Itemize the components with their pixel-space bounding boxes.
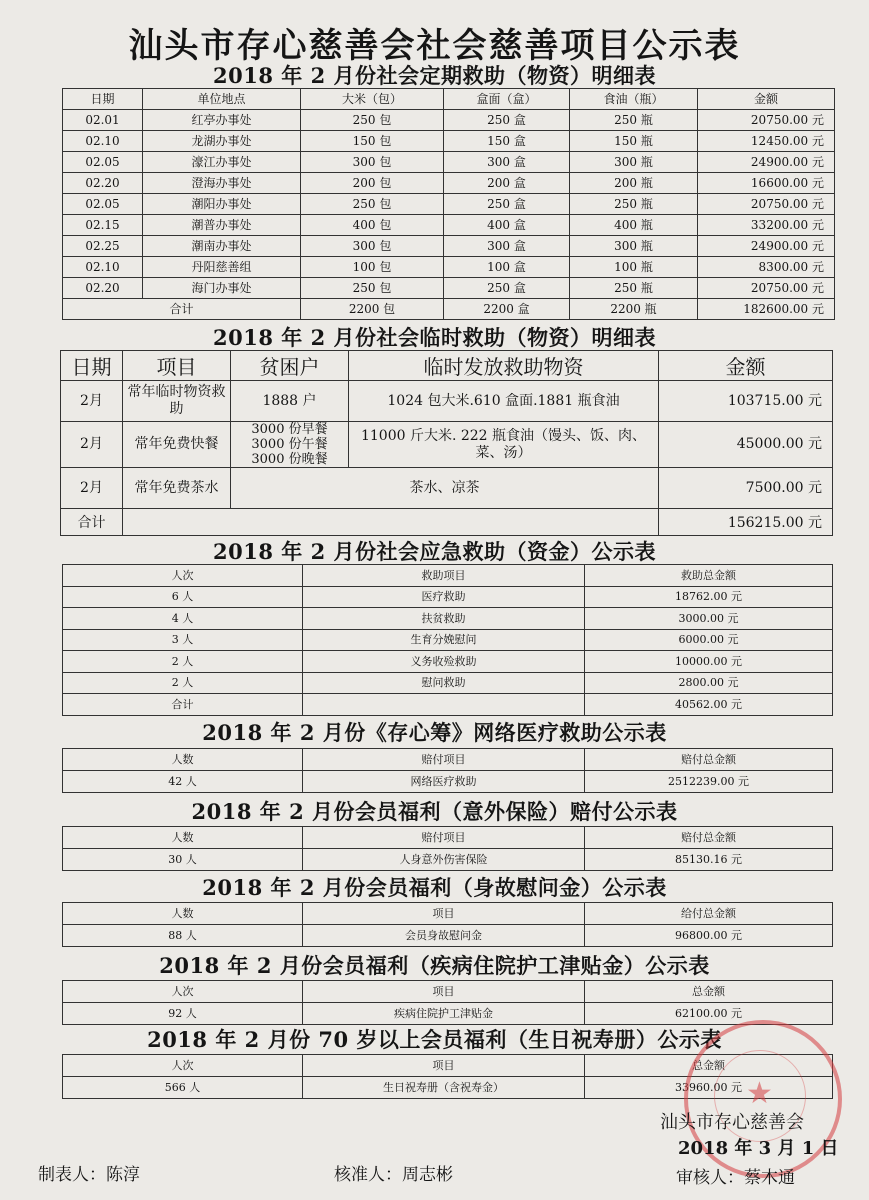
amount-cell: 103715.00 元 xyxy=(659,381,833,422)
date-cell: 2月 xyxy=(61,468,123,509)
section5-table xyxy=(62,826,833,871)
amount-cell: 2800.00 元 xyxy=(585,672,833,694)
amount-cell: 7500.00 元 xyxy=(659,468,833,509)
goods-cell: 茶水、凉茶 xyxy=(231,468,659,509)
total-spacer xyxy=(123,509,659,536)
total-amount: 156215.00 元 xyxy=(659,509,833,536)
header-cell: 金额 xyxy=(659,351,833,381)
count-cell: 566 人 xyxy=(63,1077,303,1099)
noodle-cell: 250 盒 xyxy=(444,110,570,131)
section1-table xyxy=(62,88,835,320)
footer-approver: 核准人：周志彬 xyxy=(334,1165,453,1185)
location-cell: 潮普办事处 xyxy=(143,215,301,236)
total-row xyxy=(63,694,833,716)
item-cell: 义务收殓救助 xyxy=(303,651,585,673)
item-cell: 常年免费茶水 xyxy=(123,468,231,509)
header-cell: 总金额 xyxy=(585,1055,833,1077)
noodle-cell: 250 盒 xyxy=(444,278,570,299)
section1-title: 2018 年 2 月份社会定期救助（物资）明细表 xyxy=(213,63,656,88)
table-row xyxy=(63,1003,833,1025)
location-cell: 龙湖办事处 xyxy=(143,131,301,152)
footer-date: 2018 年 3 月 1 日 xyxy=(678,1138,839,1159)
table-row xyxy=(61,468,833,509)
table-row xyxy=(63,925,833,947)
item-cell: 生日祝寿册（含祝寿金） xyxy=(303,1077,585,1099)
date-cell: 02.20 xyxy=(63,278,143,299)
header-cell: 项目 xyxy=(303,903,585,925)
total-oil: 2200 瓶 xyxy=(570,299,698,320)
amount-cell: 2512239.00 元 xyxy=(585,771,833,793)
date-cell: 02.10 xyxy=(63,257,143,278)
header-cell: 盒面（盒） xyxy=(444,89,570,110)
total-spacer xyxy=(303,694,585,716)
rice-cell: 250 包 xyxy=(301,278,444,299)
rice-cell: 250 包 xyxy=(301,110,444,131)
table-row xyxy=(61,381,833,422)
table-row xyxy=(63,131,835,152)
header-cell: 赔付项目 xyxy=(303,827,585,849)
section7-table xyxy=(62,980,833,1025)
footer-org: 汕头市存心慈善会 xyxy=(660,1112,804,1133)
amount-cell: 62100.00 元 xyxy=(585,1003,833,1025)
location-cell: 潮南办事处 xyxy=(143,236,301,257)
item-cell: 人身意外伤害保险 xyxy=(303,849,585,871)
table-row xyxy=(63,215,835,236)
rice-cell: 300 包 xyxy=(301,236,444,257)
date-cell: 2月 xyxy=(61,422,123,468)
count-cell: 2 人 xyxy=(63,651,303,673)
households-cell: 3000 份早餐 3000 份午餐 3000 份晚餐 xyxy=(231,422,349,468)
header-cell: 赔付总金额 xyxy=(585,749,833,771)
page-title: 汕头市存心慈善会社会慈善项目公示表 xyxy=(128,26,741,66)
amount-cell: 18762.00 元 xyxy=(585,586,833,608)
table-row xyxy=(63,629,833,651)
noodle-cell: 100 盒 xyxy=(444,257,570,278)
oil-cell: 250 瓶 xyxy=(570,278,698,299)
oil-cell: 250 瓶 xyxy=(570,194,698,215)
oil-cell: 300 瓶 xyxy=(570,152,698,173)
total-label: 合计 xyxy=(63,694,303,716)
count-cell: 6 人 xyxy=(63,586,303,608)
table-header-row xyxy=(63,749,833,771)
table-row xyxy=(63,849,833,871)
table-row xyxy=(63,278,835,299)
total-amount: 40562.00 元 xyxy=(585,694,833,716)
amount-cell: 12450.00 元 xyxy=(698,131,835,152)
header-cell: 人次 xyxy=(63,1055,303,1077)
goods-cell: 11000 斤大米. 222 瓶食油（馒头、饭、肉、菜、汤） xyxy=(349,422,659,468)
header-cell: 人次 xyxy=(63,981,303,1003)
table-header-row xyxy=(63,903,833,925)
amount-cell: 45000.00 元 xyxy=(659,422,833,468)
table-row xyxy=(63,651,833,673)
item-cell: 网络医疗救助 xyxy=(303,771,585,793)
header-cell: 临时发放救助物资 xyxy=(349,351,659,381)
total-label: 合计 xyxy=(63,299,301,320)
date-cell: 02.20 xyxy=(63,173,143,194)
header-cell: 给付总金额 xyxy=(585,903,833,925)
noodle-cell: 300 盒 xyxy=(444,236,570,257)
date-cell: 02.05 xyxy=(63,152,143,173)
header-cell: 食油（瓶） xyxy=(570,89,698,110)
item-cell: 医疗救助 xyxy=(303,586,585,608)
section3-title: 2018 年 2 月份社会应急救助（资金）公示表 xyxy=(213,539,656,564)
count-cell: 3 人 xyxy=(63,629,303,651)
location-cell: 红亭办事处 xyxy=(143,110,301,131)
date-cell: 02.25 xyxy=(63,236,143,257)
rice-cell: 100 包 xyxy=(301,257,444,278)
table-row xyxy=(63,152,835,173)
header-cell: 人次 xyxy=(63,565,303,587)
location-cell: 濠江办事处 xyxy=(143,152,301,173)
header-cell: 大米（包） xyxy=(301,89,444,110)
date-cell: 02.05 xyxy=(63,194,143,215)
amount-cell: 10000.00 元 xyxy=(585,651,833,673)
amount-cell: 3000.00 元 xyxy=(585,608,833,630)
goods-cell: 1024 包大米.610 盒面.1881 瓶食油 xyxy=(349,381,659,422)
section5-title: 2018 年 2 月份会员福利（意外保险）赔付公示表 xyxy=(191,799,678,824)
amount-cell: 96800.00 元 xyxy=(585,925,833,947)
count-cell: 4 人 xyxy=(63,608,303,630)
section2-title: 2018 年 2 月份社会临时救助（物资）明细表 xyxy=(213,325,656,350)
header-cell: 单位地点 xyxy=(143,89,301,110)
total-noodle: 2200 盒 xyxy=(444,299,570,320)
noodle-cell: 300 盒 xyxy=(444,152,570,173)
oil-cell: 150 瓶 xyxy=(570,131,698,152)
total-row xyxy=(61,509,833,536)
section6-table xyxy=(62,902,833,947)
table-row xyxy=(63,194,835,215)
section2-table xyxy=(60,350,833,536)
table-header-row xyxy=(63,827,833,849)
header-cell: 项目 xyxy=(123,351,231,381)
oil-cell: 250 瓶 xyxy=(570,110,698,131)
amount-cell: 20750.00 元 xyxy=(698,194,835,215)
item-cell: 慰问救助 xyxy=(303,672,585,694)
amount-cell: 20750.00 元 xyxy=(698,278,835,299)
header-cell: 项目 xyxy=(303,981,585,1003)
footer-maker: 制表人：陈淳 xyxy=(38,1165,140,1185)
amount-cell: 8300.00 元 xyxy=(698,257,835,278)
location-cell: 潮阳办事处 xyxy=(143,194,301,215)
amount-cell: 16600.00 元 xyxy=(698,173,835,194)
rice-cell: 400 包 xyxy=(301,215,444,236)
item-cell: 常年临时物资救助 xyxy=(123,381,231,422)
location-cell: 海门办事处 xyxy=(143,278,301,299)
table-row xyxy=(63,173,835,194)
total-amount: 182600.00 元 xyxy=(698,299,835,320)
total-row xyxy=(63,299,835,320)
table-row xyxy=(63,672,833,694)
count-cell: 92 人 xyxy=(63,1003,303,1025)
table-row xyxy=(63,236,835,257)
table-row xyxy=(63,257,835,278)
households-cell: 1888 户 xyxy=(231,381,349,422)
header-cell: 救助总金额 xyxy=(585,565,833,587)
oil-cell: 300 瓶 xyxy=(570,236,698,257)
header-cell: 项目 xyxy=(303,1055,585,1077)
noodle-cell: 150 盒 xyxy=(444,131,570,152)
section3-table xyxy=(62,564,833,716)
item-cell: 常年免费快餐 xyxy=(123,422,231,468)
oil-cell: 400 瓶 xyxy=(570,215,698,236)
section4-title: 2018 年 2 月份《存心筹》网络医疗救助公示表 xyxy=(202,720,667,745)
header-cell: 赔付总金额 xyxy=(585,827,833,849)
amount-cell: 24900.00 元 xyxy=(698,236,835,257)
header-cell: 人数 xyxy=(63,903,303,925)
count-cell: 88 人 xyxy=(63,925,303,947)
total-label: 合计 xyxy=(61,509,123,536)
header-cell: 人数 xyxy=(63,827,303,849)
amount-cell: 6000.00 元 xyxy=(585,629,833,651)
count-cell: 2 人 xyxy=(63,672,303,694)
noodle-cell: 250 盒 xyxy=(444,194,570,215)
item-cell: 生育分娩慰问 xyxy=(303,629,585,651)
header-cell: 总金额 xyxy=(585,981,833,1003)
oil-cell: 100 瓶 xyxy=(570,257,698,278)
header-cell: 日期 xyxy=(63,89,143,110)
location-cell: 澄海办事处 xyxy=(143,173,301,194)
date-cell: 2月 xyxy=(61,381,123,422)
item-cell: 疾病住院护工津贴金 xyxy=(303,1003,585,1025)
table-header-row xyxy=(63,565,833,587)
table-row xyxy=(63,110,835,131)
count-cell: 42 人 xyxy=(63,771,303,793)
section6-title: 2018 年 2 月份会员福利（身故慰问金）公示表 xyxy=(202,875,667,900)
section7-title: 2018 年 2 月份会员福利（疾病住院护工津贴金）公示表 xyxy=(159,953,710,978)
header-cell: 日期 xyxy=(61,351,123,381)
table-row xyxy=(63,586,833,608)
header-cell: 人数 xyxy=(63,749,303,771)
oil-cell: 200 瓶 xyxy=(570,173,698,194)
item-cell: 会员身故慰问金 xyxy=(303,925,585,947)
date-cell: 02.10 xyxy=(63,131,143,152)
header-cell: 金额 xyxy=(698,89,835,110)
total-rice: 2200 包 xyxy=(301,299,444,320)
location-cell: 丹阳慈善组 xyxy=(143,257,301,278)
amount-cell: 33960.00 元 xyxy=(585,1077,833,1099)
amount-cell: 85130.16 元 xyxy=(585,849,833,871)
rice-cell: 200 包 xyxy=(301,173,444,194)
section8-title: 2018 年 2 月份 70 岁以上会员福利（生日祝寿册）公示表 xyxy=(147,1027,722,1052)
count-cell: 30 人 xyxy=(63,849,303,871)
header-cell: 赔付项目 xyxy=(303,749,585,771)
item-cell: 扶贫救助 xyxy=(303,608,585,630)
header-cell: 贫困户 xyxy=(231,351,349,381)
rice-cell: 300 包 xyxy=(301,152,444,173)
section4-table xyxy=(62,748,833,793)
table-header-row xyxy=(63,981,833,1003)
table-header-row xyxy=(61,351,833,381)
star-icon: ★ xyxy=(746,1076,773,1111)
amount-cell: 20750.00 元 xyxy=(698,110,835,131)
amount-cell: 33200.00 元 xyxy=(698,215,835,236)
rice-cell: 150 包 xyxy=(301,131,444,152)
footer-auditor: 审核人：蔡木通 xyxy=(676,1168,795,1188)
date-cell: 02.15 xyxy=(63,215,143,236)
rice-cell: 250 包 xyxy=(301,194,444,215)
header-cell: 救助项目 xyxy=(303,565,585,587)
table-header-row xyxy=(63,89,835,110)
table-row xyxy=(63,771,833,793)
date-cell: 02.01 xyxy=(63,110,143,131)
table-row xyxy=(63,608,833,630)
noodle-cell: 400 盒 xyxy=(444,215,570,236)
table-row xyxy=(61,422,833,468)
amount-cell: 24900.00 元 xyxy=(698,152,835,173)
noodle-cell: 200 盒 xyxy=(444,173,570,194)
